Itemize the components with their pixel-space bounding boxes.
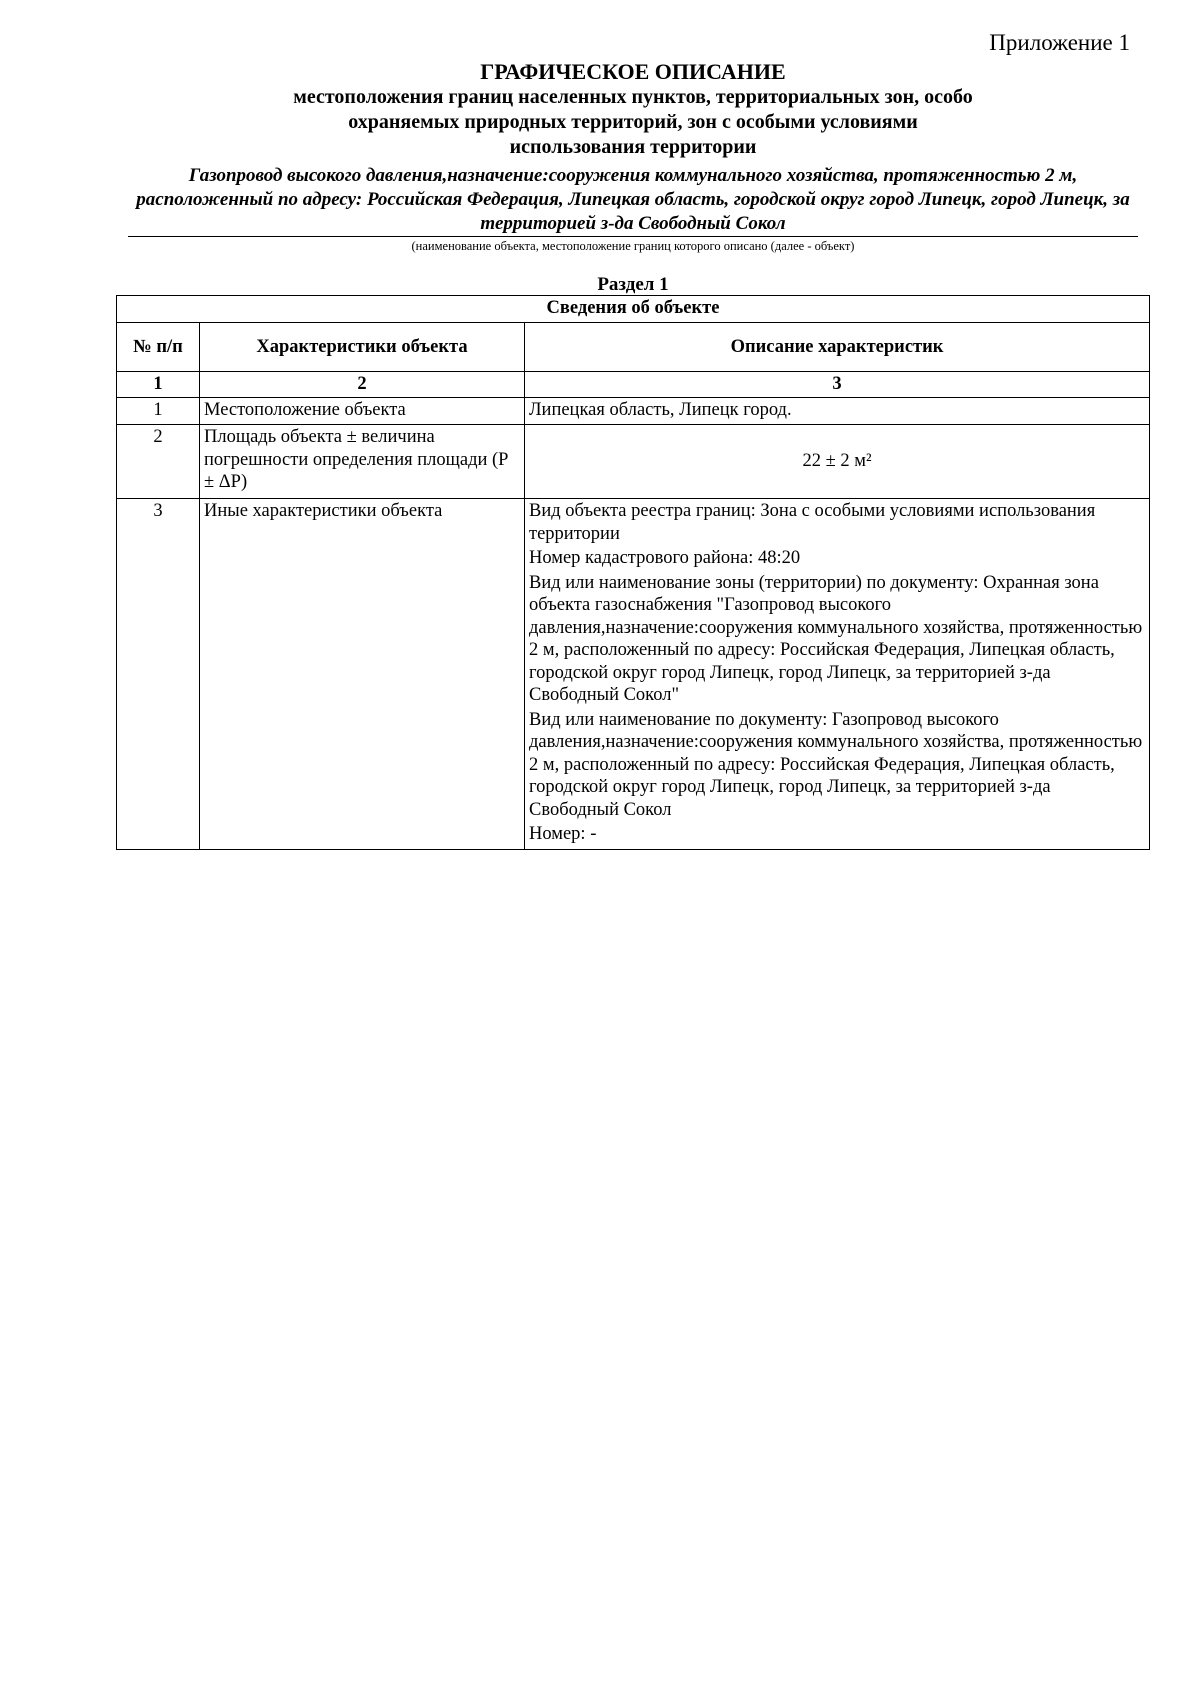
row-characteristic: Иные характеристики объекта: [200, 499, 525, 850]
description-paragraph: Номер: -: [529, 824, 597, 844]
row-description: [525, 397, 1150, 425]
object-name-caption: (наименование объекта, местоположение границ которого описано (далее - объект): [411, 239, 855, 253]
row-num: 2: [117, 425, 200, 499]
description-paragraph: Вид объекта реестра границ: Зона с особыми условиями использования территории: [529, 501, 1096, 544]
table-row: [117, 499, 1150, 850]
object-name: Газопровод высокого давления,назначение:сооружения коммунального хозяйства, протяженностью 2 м, расположенный по адресу: Российская Федерация, Липецкая область, городской округ город Липецк, город Липецк, за территорией з-да Свободный Сокол: [136, 165, 1130, 234]
table-caption: Сведения об объекте: [117, 296, 1150, 323]
column-number: 3: [525, 372, 1150, 398]
document-subtitle: местоположения границ населенных пунктов, территориальных зон, особо охраняемых природных территорий, зон с особыми условиями использования территории: [293, 86, 973, 158]
description-paragraph: Вид или наименование зоны (территории) по документу: Охранная зона объекта газоснабжения "Газопровод высокого давления,назначение:сооружения коммунального хозяйства, протяженностью 2 м, расположенный по адресу: Российская Федерация, Липецкая область, городской округ город Липецк, город Липецк, за территорией з-да Свободный Сокол": [529, 572, 1143, 705]
column-numbers-row: [117, 372, 1150, 398]
row-description: [525, 499, 1150, 850]
row-characteristic: Местоположение объекта: [200, 397, 525, 425]
description-paragraph: Номер кадастрового района: 48:20: [529, 548, 801, 568]
area-value: 22 ± 2 м²: [802, 451, 872, 472]
header-description: Описание характеристик: [525, 323, 1150, 372]
object-info-table: [116, 295, 1150, 850]
description-paragraph: Липецкая область, Липецк город.: [529, 399, 792, 420]
object-name-underline: [128, 236, 1138, 237]
header-characteristic: Характеристики объекта: [200, 323, 525, 372]
row-characteristic: Площадь объекта ± величина погрешности определения площади (P ± ΔP): [200, 425, 525, 499]
row-num: 1: [117, 397, 200, 425]
table-caption-row: [117, 296, 1150, 323]
row-description: [525, 425, 1150, 499]
description-paragraph: Вид или наименование по документу: Газопровод высокого давления,назначение:сооружения коммунального хозяйства, протяженностью 2 м, расположенный по адресу: Российская Федерация, Липецкая область, городской округ город Липецк, город Липецк, за территорией з-да Свободный Сокол: [529, 709, 1143, 820]
section-title: Раздел 1: [597, 274, 669, 295]
table-header-row: [117, 323, 1150, 372]
column-number: 1: [117, 372, 200, 398]
column-number: 2: [200, 372, 525, 398]
title-block: [128, 58, 1138, 236]
document-title: ГРАФИЧЕСКОЕ ОПИСАНИЕ: [480, 59, 786, 84]
row-num: 3: [117, 499, 200, 850]
table-row: [117, 397, 1150, 425]
table-row: [117, 425, 1150, 499]
appendix-label: Приложение 1: [989, 30, 1130, 55]
header-num: № п/п: [117, 323, 200, 372]
